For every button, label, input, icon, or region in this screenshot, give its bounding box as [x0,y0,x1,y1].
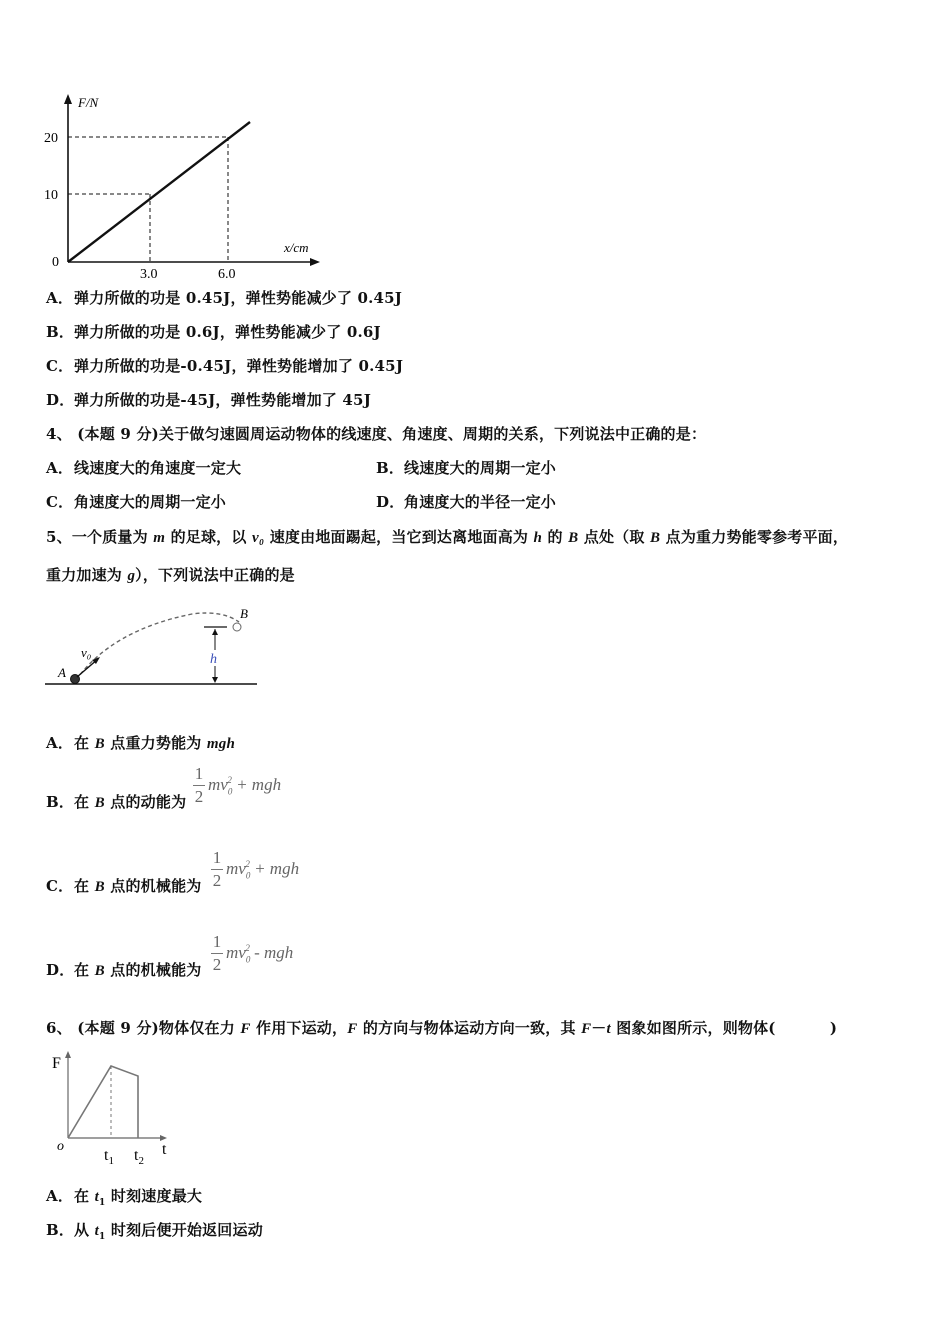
q5-option-d-formula [211,933,293,974]
q5-option-c [46,875,201,896]
x-tick-3: 3.0 [140,267,158,282]
option-letter: B． [46,1221,75,1239]
option-letter: D． [46,961,75,979]
option-letter: D． [376,493,405,511]
point-b-label: B [240,606,248,621]
stem-text: 点处（取 [578,528,651,546]
var-t: t [94,1189,99,1205]
f-axis-arrow [65,1051,71,1058]
q4-option-d [376,491,556,512]
q3-option-b [46,321,381,342]
option-letter: B． [376,459,405,477]
q5-option-c-formula [211,849,299,890]
option-letter: B． [46,793,75,811]
q4-option-a [46,457,241,478]
mechanical-expr: $mv_0^2$ + mgh [226,858,300,881]
stem-text: 速度由地面踢起，当它到达离地面高为 [264,528,534,546]
var-b: B [94,795,105,811]
x-tick-6: 6.0 [218,267,236,282]
option-letter: D． [46,391,75,409]
subscript: 1 [99,1232,106,1242]
option-text: 点的机械能为 [104,961,202,979]
option-text: 弹力所做的功是 0.6J，弹性势能减少了 0.6J [74,323,381,341]
option-text: 弹力所做的功是-0.45J，弹性势能增加了 0.45J [74,357,404,375]
stem-text: 5、一个质量为 [46,528,154,546]
option-letter: A． [46,734,74,752]
projectile-figure [42,600,267,692]
q3-option-c [46,355,403,376]
option-text: 时刻后便开始返回运动 [105,1221,263,1239]
mechanical-expr: $mv_0^2$ - mgh [226,942,294,965]
q5-option-a [46,732,235,753]
var-g: g [127,568,136,584]
option-letter: C． [46,493,74,511]
force-curve [68,1066,138,1138]
var-t: t [94,1223,99,1239]
var-b: B [94,963,105,979]
var-f: F [581,1021,592,1037]
t-axis-label: t [162,1141,167,1158]
var-h: h [533,530,543,546]
var-f: F [240,1021,251,1037]
y-axis-arrow [64,94,72,104]
option-text: 点重力势能为 [104,734,207,752]
ball-at-b-icon [233,623,241,631]
var-b: B [650,530,661,546]
var-t: t [606,1021,611,1037]
fraction-half: $\frac{1}{2}$ [194,764,204,806]
option-text: 在 [74,1187,95,1205]
stem-text: ），下列说法中正确的是 [135,566,295,584]
var-f: F [347,1021,358,1037]
option-text: 弹力所做的功是 0.45J，弹性势能减少了 0.45J [74,289,403,307]
q6-option-a [46,1185,202,1208]
stem-text: ) [829,1019,838,1037]
q5-option-b-formula [193,765,281,806]
stem-text: 的足球，以 [165,528,252,546]
answer-blank [776,1019,830,1037]
option-text: 在 [74,877,95,895]
x-axis-arrow [310,258,320,266]
stem-text: 重力加速为 [46,566,128,584]
var-b: B [94,736,105,752]
kinetic-expr: $mv_0^2$ + mgh [208,774,282,797]
h-label: h [210,652,217,667]
option-letter: C． [46,877,74,895]
height-arrow-down [212,677,218,683]
q5-stem-line1 [46,526,848,547]
subscript: 1 [99,1198,106,1208]
y-axis-label: F/N [78,95,99,110]
stem-text: 的 [542,528,569,546]
y-tick-20: 20 [44,131,58,146]
v0-label: v₀ [81,645,92,660]
q3-option-d [46,389,371,410]
option-text: 在 [74,793,95,811]
option-text: 时刻速度最大 [105,1187,203,1205]
q5-stem-line2 [46,564,295,585]
q4-option-b [376,457,556,478]
fraction-half: $\frac{1}{2}$ [212,848,222,890]
option-letter: C． [46,357,74,375]
var-m: m [153,530,166,546]
expr-mgh: mgh [206,736,236,752]
q4-option-c [46,491,226,512]
option-letter: B． [46,323,75,341]
fraction-half: $\frac{1}{2}$ [212,932,222,974]
option-text: 点的动能为 [104,793,187,811]
option-text: 在 [74,961,95,979]
x-axis-label: x/cm [284,240,309,255]
option-text: 在 [74,734,95,752]
stem-text: 的方向与物体运动方向一致，其 [357,1019,582,1037]
var-v0: v₀ [252,530,265,546]
q6-stem [46,1017,837,1038]
origin-label: 0 [52,255,59,270]
var-b: B [94,879,105,895]
stem-text: 图象如图所示，则物体( [610,1019,776,1037]
option-text: 弹力所做的功是-45J，弹性势能增加了 45J [74,391,371,409]
height-arrow-up [212,629,218,635]
option-text: 角速度大的周期一定小 [74,493,227,511]
origin-label: o [57,1139,64,1154]
q6-option-b [46,1219,263,1242]
stem-text: 点为重力势能零参考平面， [660,528,849,546]
option-text: 线速度大的角速度一定大 [74,459,242,477]
option-letter: A． [46,1187,74,1205]
force-time-graph [48,1048,183,1170]
option-text: 点的机械能为 [104,877,202,895]
option-letter: A． [46,289,74,307]
stem-text: 6、 (本题 9 分)物体仅在力 [46,1019,241,1037]
q3-option-a [46,287,402,308]
option-text: 角速度大的半径一定小 [404,493,557,511]
q5-option-d [46,959,201,980]
q5-option-b [46,791,186,812]
y-tick-10: 10 [44,188,58,203]
t2-label: $t_2$ [134,1147,144,1167]
f-axis-label: F [52,1055,61,1072]
q4-stem: 4、 (本题 9 分)关于做匀速圆周运动物体的线速度、角速度、周期的关系，下列说法中正确的是： [46,425,707,443]
force-displacement-graph [38,92,328,282]
point-a-label: A [58,665,66,680]
force-line [68,122,250,262]
var-b: B [568,530,579,546]
option-text: 线速度大的周期一定小 [404,459,557,477]
stem-text: 作用下运动， [250,1019,348,1037]
t1-label: $t_1$ [104,1147,114,1167]
option-text: 从 [74,1221,95,1239]
stem-text: － [591,1019,607,1037]
option-letter: A． [46,459,74,477]
